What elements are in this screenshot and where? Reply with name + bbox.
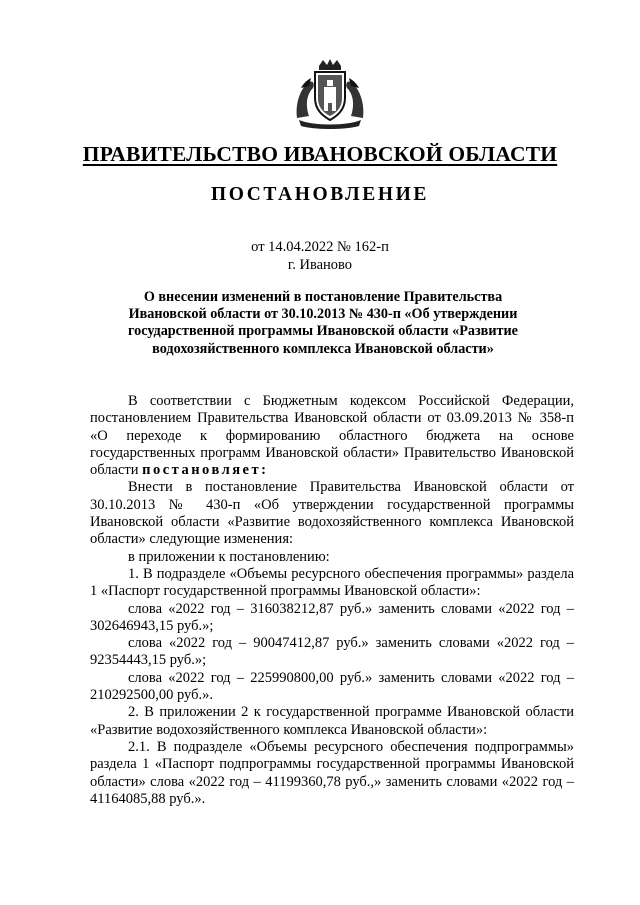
document-subject: О внесении изменений в постановление Правительства Ивановской области от 30.10.2013 № 430-п «Об утверждении государственной программы Ивановской области «Развитие водохозяйственного комплекса Ивановской области»: [128, 289, 518, 357]
document-date-number: от 14.04.2022 № 162-п: [251, 239, 389, 255]
body-paragraph: 1. В подразделе «Объемы ресурсного обеспечения программы» раздела 1 «Паспорт государственной программы Ивановской области»:: [90, 565, 574, 600]
body-paragraph: Внести в постановление Правительства Ивановской области от 30.10.2013 № 430-п «Об утверждении государственной программы Ивановской области «Развитие водохозяйственного комплекса Ивановской области» следующие изменения:: [90, 479, 574, 548]
body-paragraph: слова «2022 год – 316038212,87 руб.» заменить словами «2022 год – 302646943,15 руб.»;: [90, 600, 574, 634]
body-paragraph: слова «2022 год – 90047412,87 руб.» заменить словами «2022 год – 92354443,15 руб.»;: [90, 635, 574, 669]
body-paragraph: 2.1. В подразделе «Объемы ресурсного обеспечения подпрограммы» раздела 1 «Паспорт подпрограммы государственной программы Ивановской области» слова «2022 год – 41199360,78 руб.,» заменить словами «2022 год – 41164085,88 руб.».: [90, 738, 574, 807]
resolves-keyword: постановляет:: [142, 462, 269, 479]
document-body: [90, 393, 574, 808]
government-title: ПРАВИТЕЛЬСТВО ИВАНОВСКОЙ ОБЛАСТИ: [82, 142, 558, 166]
body-paragraph-text: В соответствии с Бюджетным кодексом Российской Федерации, постановлением Правительства Ивановской области от 03.09.2013 № 358-п «О переходе к формированию областного бюджета на основе государственных программ Ивановской области» Правительство Ивановской области: [90, 393, 574, 479]
body-paragraph: [90, 393, 574, 479]
coat-of-arms-icon: [293, 58, 367, 130]
document-type: ПОСТАНОВЛЕНИЕ: [210, 184, 430, 205]
document-city: г. Иваново: [287, 257, 353, 273]
body-paragraph: слова «2022 год – 225990800,00 руб.» заменить словами «2022 год – 210292500,00 руб.».: [90, 669, 574, 704]
body-paragraph: в приложении к постановлению:: [128, 548, 330, 565]
body-paragraph: 2. В приложении 2 к государственной программе Ивановской области «Развитие водохозяйственного комплекса Ивановской области»:: [90, 704, 574, 738]
